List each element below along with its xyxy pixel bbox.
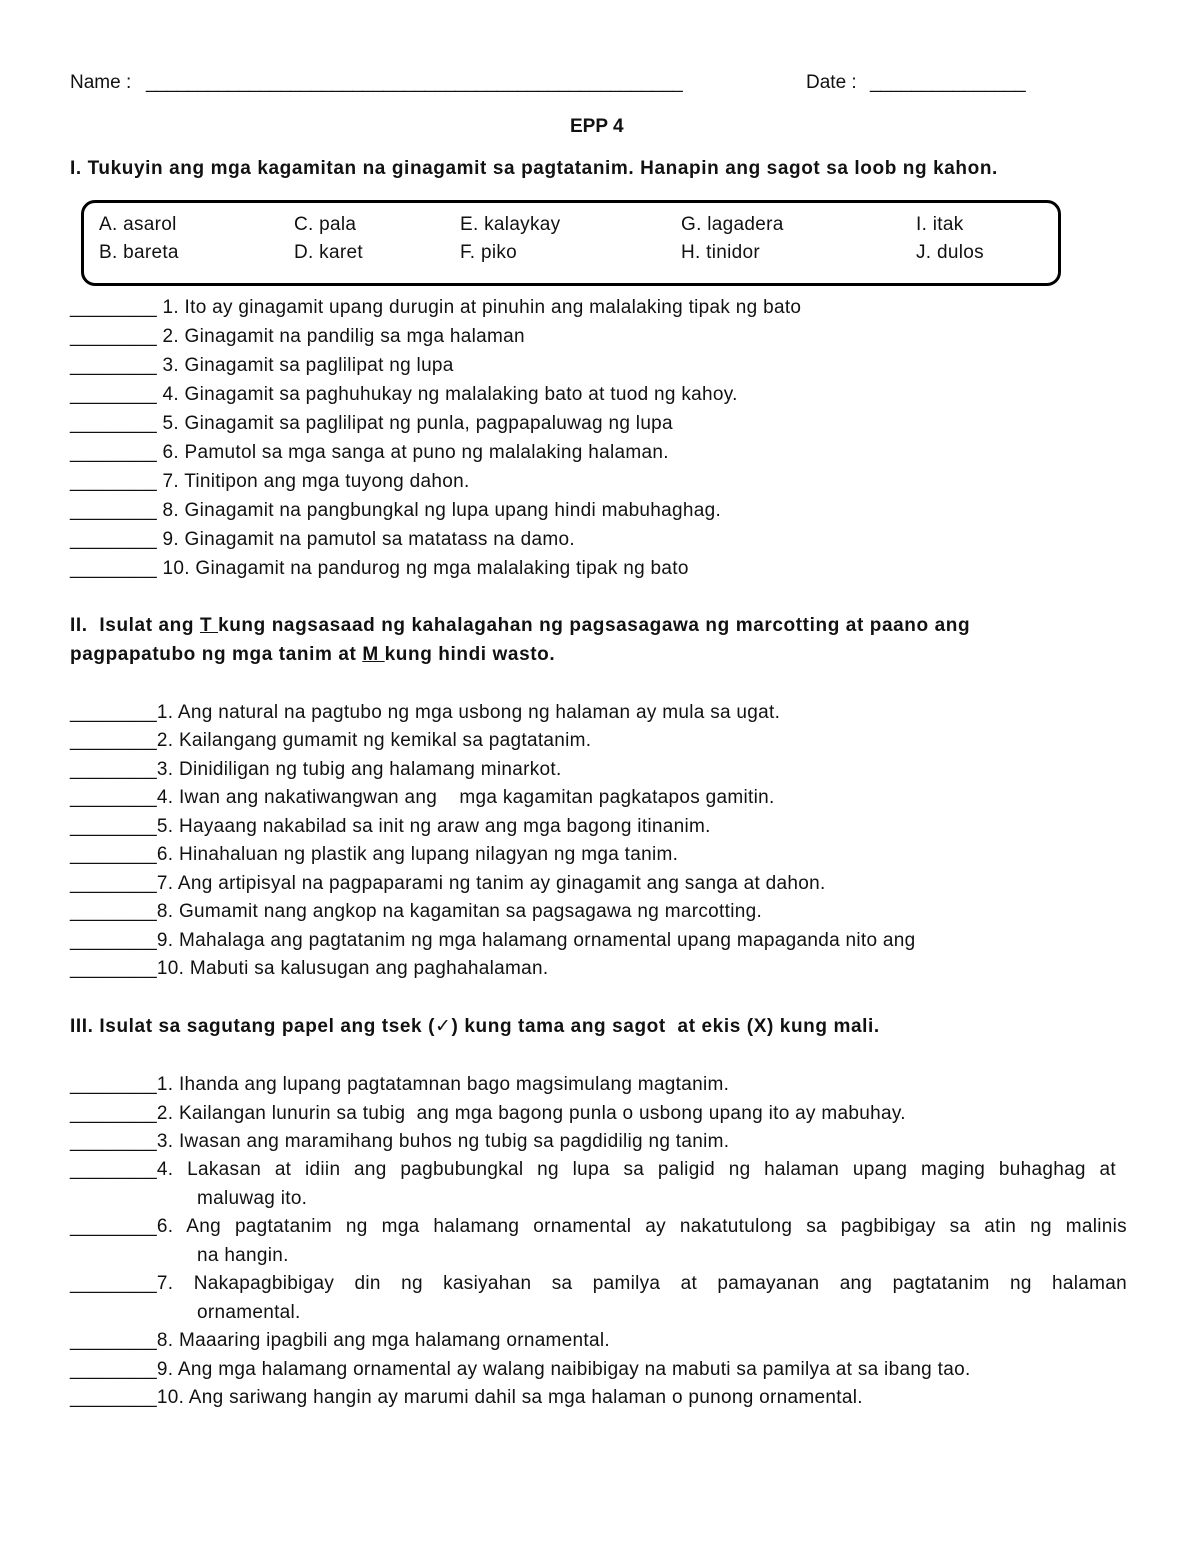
s2-item-2: ________2. Kailangang gumamit ng kemikal sa pagtatanim.: [70, 730, 592, 751]
page-title: EPP 4: [570, 116, 624, 137]
name-blank: ____________________________________________________: [146, 72, 683, 93]
s2-item-1: ________1. Ang natural na pagtubo ng mga usbong ng halaman ay mula sa ugat.: [70, 702, 781, 723]
choice-i: I. itak: [916, 214, 964, 235]
choice-b: B. bareta: [99, 242, 179, 263]
s1-item-7: ________ 7. Tinitipon ang mga tuyong dahon.: [70, 471, 470, 492]
s1-item-2: ________ 2. Ginagamit na pandilig sa mga halaman: [70, 326, 525, 347]
s3-item-4: ________4. Lakasan at idiin ang pagbubungkal ng lupa sa paligid ng halaman upang maging buhaghag at: [70, 1159, 1116, 1180]
choice-a: A. asarol: [99, 214, 177, 235]
s2-item-6: ________6. Hinahaluan ng plastik ang lupang nilagyan ng mga tanim.: [70, 844, 679, 865]
s3-item-3: ________3. Iwasan ang maramihang buhos ng tubig sa pagdidilig ng tanim.: [70, 1131, 730, 1152]
date-label: Date :: [806, 72, 857, 93]
s1-item-9: ________ 9. Ginagamit na pamutol sa matatass na damo.: [70, 529, 575, 550]
s3-item-10: ________10. Ang sariwang hangin ay marumi dahil sa mga halaman o punong ornamental.: [70, 1387, 863, 1408]
s3-item-7-cont: ornamental.: [197, 1302, 301, 1323]
choices-box: [81, 200, 1061, 286]
s3-item-9: ________9. Ang mga halamang ornamental ay walang naibibigay na mabuti sa pamilya at sa ibang tao.: [70, 1359, 971, 1380]
s3-item-7: ________7. Nakapagbibigay din ng kasiyahan sa pamilya at pamayanan ang pagtatanim ng halaman: [70, 1273, 1127, 1294]
s2-item-10: ________10. Mabuti sa kalusugan ang paghahalaman.: [70, 958, 549, 979]
s3-item-8: ________8. Maaaring ipagbili ang mga halamang ornamental.: [70, 1330, 610, 1351]
s3-item-4-cont: maluwag ito.: [197, 1188, 308, 1209]
s1-item-1: ________ 1. Ito ay ginagamit upang durugin at pinuhin ang malalaking tipak ng bato: [70, 297, 802, 318]
section2-true-marker: T: [199, 615, 219, 636]
choice-f: F. piko: [460, 242, 518, 263]
choice-d: D. karet: [294, 242, 363, 263]
section2-instruction-line2: [70, 644, 555, 666]
s3-item-1: ________1. Ihanda ang lupang pagtatamnan bago magsimulang magtanim.: [70, 1074, 730, 1095]
s3-item-6-cont: na hangin.: [197, 1245, 289, 1266]
s1-item-5: ________ 5. Ginagamit sa paglilipat ng punla, pagpapaluwag ng lupa: [70, 413, 673, 434]
section2-instruction-line2-part2: kung hindi wasto.: [384, 644, 556, 665]
choice-h: H. tinidor: [681, 242, 761, 263]
choice-c: C. pala: [294, 214, 357, 235]
name-label: Name :: [70, 72, 132, 93]
choice-e: E. kalaykay: [460, 214, 561, 235]
section1-instruction: I. Tukuyin ang mga kagamitan na ginagamit sa pagtatanim. Hanapin ang sagot sa loob ng kahon.: [70, 158, 998, 179]
choice-j: J. dulos: [916, 242, 984, 263]
s2-item-8: ________8. Gumamit nang angkop na kagamitan sa pagsagawa ng marcotting.: [70, 901, 763, 922]
s2-item-4: ________4. Iwan ang nakatiwangwan ang mga kagamitan pagkatapos gamitin.: [70, 787, 775, 808]
s3-item-2: ________2. Kailangan lunurin sa tubig ang mga bagong punla o usbong upang ito ay mabuhay.: [70, 1103, 906, 1124]
section2-instruction-line2-part1: pagpapatubo ng mga tanim at: [70, 644, 363, 665]
s2-item-9: ________9. Mahalaga ang pagtatanim ng mga halamang ornamental upang mapaganda nito ang: [70, 930, 916, 951]
s2-item-3: ________3. Dinidiligan ng tubig ang halamang minarkot.: [70, 759, 562, 780]
s1-item-8: ________ 8. Ginagamit na pangbungkal ng lupa upang hindi mabuhaghag.: [70, 500, 722, 521]
s1-item-3: ________ 3. Ginagamit sa paglilipat ng lupa: [70, 355, 454, 376]
s2-item-7: ________7. Ang artipisyal na pagpaparami ng tanim ay ginagamit ang sanga at dahon.: [70, 873, 826, 894]
section2-instruction-line1: [70, 615, 970, 637]
date-blank: _______________: [870, 72, 1026, 93]
s1-item-6: ________ 6. Pamutol sa mga sanga at puno ng malalaking halaman.: [70, 442, 669, 463]
choice-g: G. lagadera: [681, 214, 784, 235]
section2-false-marker: M: [362, 644, 385, 665]
s2-item-5: ________5. Hayaang nakabilad sa init ng araw ang mga bagong itinanim.: [70, 816, 711, 837]
section2-instruction-part1: II. Isulat ang: [70, 615, 200, 636]
s3-item-6: ________6. Ang pagtatanim ng mga halamang ornamental ay nakatutulong sa pagbibigay sa atin ng malinis: [70, 1216, 1127, 1237]
s1-item-4: ________ 4. Ginagamit sa paghuhukay ng malalaking bato at tuod ng kahoy.: [70, 384, 738, 405]
section3-instruction: III. Isulat sa sagutang papel ang tsek (✓) kung tama ang sagot at ekis (X) kung mali.: [70, 1016, 880, 1037]
section2-instruction-part2: kung nagsasaad ng kahalagahan ng pagsasagawa ng marcotting at paano ang: [218, 615, 971, 636]
s1-item-10: ________ 10. Ginagamit na pandurog ng mga malalaking tipak ng bato: [70, 558, 689, 579]
